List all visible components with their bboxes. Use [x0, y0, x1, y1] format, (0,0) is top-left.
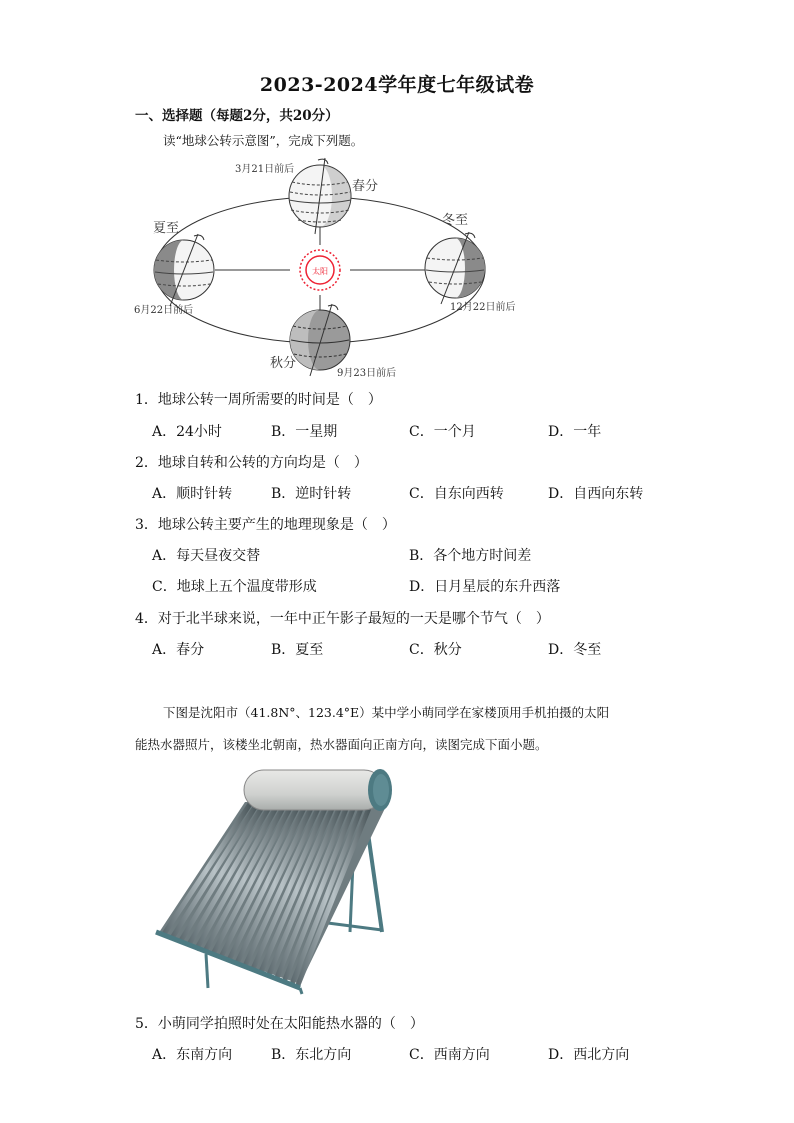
- diagram-intro: 读“地球公转示意图”，完成下列题。: [163, 133, 364, 148]
- globe-summer: [154, 234, 214, 306]
- question-3-option-b[interactable]: B．各个地方时间差: [409, 548, 532, 564]
- passage-line-1: 下图是沈阳市（41.8N°、123.4°E）某中学小萌同学在家楼顶用手机拍摄的太阳: [163, 705, 610, 720]
- question-4-option-b[interactable]: B．夏至: [271, 642, 324, 658]
- question-2-stem: 2．地球自转和公转的方向均是（ ）: [135, 455, 368, 471]
- sun-label: 太阳: [312, 267, 328, 276]
- question-1-option-b[interactable]: B．一星期: [271, 424, 338, 440]
- question-3-option-a[interactable]: A．每天昼夜交替: [152, 548, 261, 564]
- winter-date: 12月22日前后: [450, 302, 516, 313]
- question-4-option-a[interactable]: A．春分: [152, 642, 205, 658]
- autumn-date: 9月23日前后: [337, 368, 397, 379]
- question-2-option-d[interactable]: D．自西向东转: [548, 486, 644, 502]
- globe-spring: [289, 158, 351, 234]
- question-5-option-b[interactable]: B．东北方向: [271, 1047, 352, 1063]
- spring-season: 春分: [352, 179, 379, 194]
- globe-autumn: [290, 304, 350, 376]
- question-5-stem: 5．小萌同学拍照时处在太阳能热水器的（ ）: [135, 1016, 424, 1032]
- question-5-option-c[interactable]: C．西南方向: [409, 1047, 490, 1063]
- page-title: 2023-2024学年度七年级试卷: [259, 74, 535, 96]
- spring-date: 3月21日前后: [235, 164, 295, 175]
- question-2-option-a[interactable]: A．顺时针转: [152, 486, 233, 502]
- sun-icon: [300, 250, 340, 290]
- question-3-option-c[interactable]: C．地球上五个温度带形成: [152, 579, 317, 595]
- question-4-stem: 4．对于北半球来说，一年中正午影子最短的一天是哪个节气（ ）: [135, 611, 550, 627]
- question-5-option-d[interactable]: D．西北方向: [548, 1047, 630, 1063]
- question-1-stem: 1．地球公转一周所需要的时间是（ ）: [135, 392, 382, 408]
- question-1-option-c[interactable]: C．一个月: [409, 424, 476, 440]
- summer-season: 夏至: [153, 221, 180, 236]
- question-5-option-a[interactable]: A．东南方向: [152, 1047, 233, 1063]
- question-3-stem: 3．地球公转主要产生的地理现象是（ ）: [135, 517, 396, 533]
- question-4-option-c[interactable]: C．秋分: [409, 642, 462, 658]
- earth-revolution-diagram: [120, 150, 530, 382]
- question-3-option-d[interactable]: D．日月星辰的东升西落: [409, 579, 561, 595]
- question-1-option-a[interactable]: A．24小时: [152, 424, 222, 440]
- question-4-option-d[interactable]: D．冬至: [548, 642, 602, 658]
- solar-water-heater-image: [150, 762, 400, 1002]
- question-2-option-b[interactable]: B．逆时针转: [271, 486, 352, 502]
- question-2-option-c[interactable]: C．自东向西转: [409, 486, 504, 502]
- autumn-season: 秋分: [270, 356, 297, 371]
- passage-line-2: 能热水器照片，该楼坐北朝南，热水器面向正南方向，读图完成下面小题。: [135, 737, 548, 752]
- question-1-option-d[interactable]: D．一年: [548, 424, 602, 440]
- winter-season: 冬至: [442, 213, 469, 228]
- summer-date: 6月22日前后: [134, 305, 194, 316]
- section-heading: 一、选择题（每题2分，共20分）: [135, 108, 339, 124]
